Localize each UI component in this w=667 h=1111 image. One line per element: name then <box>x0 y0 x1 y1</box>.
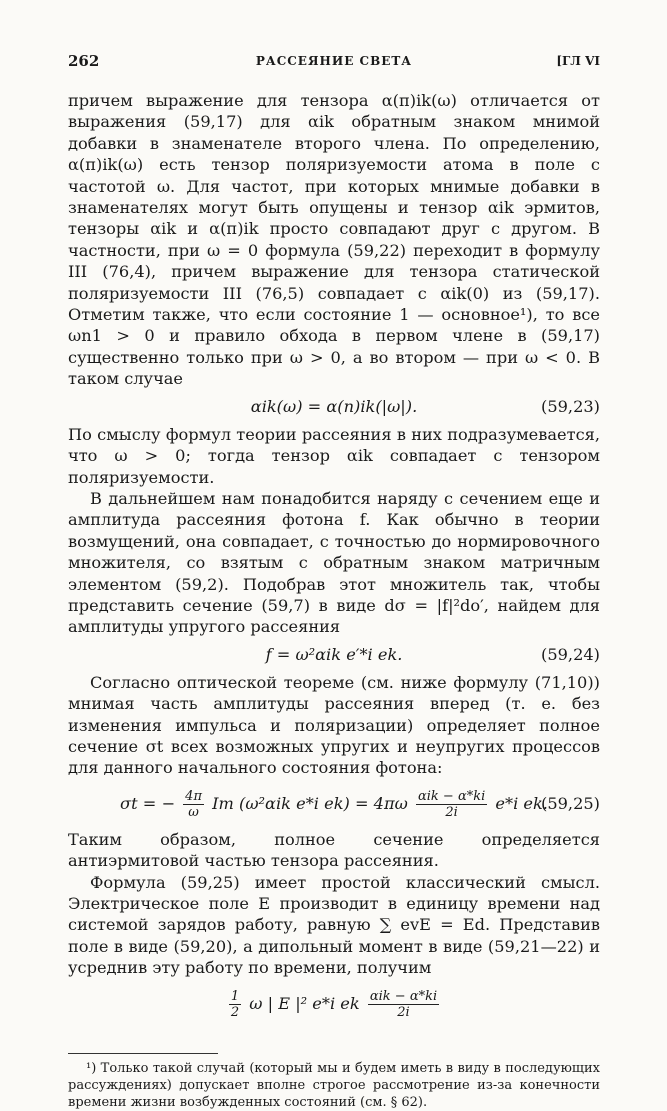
footnote-divider <box>68 1053 218 1054</box>
chapter-label: [ГЛ VI <box>556 54 600 68</box>
book-page <box>68 52 600 1111</box>
fraction-numerator: 1 <box>230 988 240 1004</box>
formula-lhs: σt = − <box>120 793 176 813</box>
fraction-numerator: 4π <box>185 788 202 804</box>
fraction-numerator: αik − α*ki <box>417 788 486 804</box>
formula-tail: e*i ek. <box>495 793 548 813</box>
fraction <box>368 989 439 1020</box>
paragraph-1: причем выражение для тензора α(п)ik(ω) отличается от выражения (59,17) для αik обратным знаком мнимой добавки в знаменателе второго члена. По определению, α(п)ik(ω) есть тензор поляризуемости атома в поле с частотой ω. Для частот, при которых мнимые добавки в знаменателях могут быть опущены и тензор αik эрмитов, тензоры αik и α(п)ik просто совпадают друг с другом. В частности, при ω = 0 формула (59,22) переходит в формулу III (76,4), причем выражение для тензора статической поляризуемости III (76,5) совпадает с αik(0) из (59,17). Отметим также, что если состояние 1 — основное¹), то все ωn1 > 0 и правило обхода в первом члене в (59,17) существенно только при ω > 0, а во втором — при ω < 0. В таком случае <box>68 91 600 389</box>
footnote: ¹) Только такой случай (который мы и будем иметь в виду в последующих рассуждениях) допускает вполне строгое рассмотрение из-за конечности времени жизни возбужденных состояний (см. § 62). <box>68 1060 600 1110</box>
paragraph-6: Формула (59,25) имеет простой классический смысл. Электрическое поле E производит в единицу времени над системой зарядов работу, равную ∑ evE = Ed. Представив поле в виде (59,20), а дипольный момент в виде (59,21—22) и усреднив эту работу по времени, получим <box>68 872 600 978</box>
formula-expression <box>68 981 600 1027</box>
formula-number: (59,25) <box>541 793 600 813</box>
paragraph-5: Таким образом, полное сечение определяется антиэрмитовой частью тензора рассеяния. <box>68 829 600 871</box>
formula-expression <box>68 781 600 827</box>
paragraph-3: В дальнейшем нам понадобится наряду с сечением еще и амплитуда рассеяния фотона f. Как обычно в теории возмущений, она совпадает, с точностью до нормировочного множителя, со взятым с обратным знаком матричным элементом (59,2). Подобрав этот множитель так, чтобы представить сечение (59,7) в виде dσ = |f|²do′, найдем для амплитуды упругого рассеяния <box>68 488 600 637</box>
formula-number: (59,24) <box>541 644 600 664</box>
formula-number: (59,23) <box>541 396 600 416</box>
formula-work-average <box>68 981 600 1027</box>
formula-59-25 <box>68 781 600 827</box>
formula-59-23 <box>68 392 600 422</box>
fraction-denominator: 2i <box>397 1004 410 1020</box>
page-number: 262 <box>68 52 100 70</box>
formula-expression: αik(ω) = α(п)ik(|ω|). <box>250 396 418 416</box>
paragraph-4: Согласно оптической теореме (см. ниже формулу (71,10)) мнимая часть амплитуды рассеяния вперед (т. е. без изменения импульса и поляризации) определяет полное сечение σt всех возможных упругих и неупругих процессов для данного начального состояния фотона: <box>68 672 600 778</box>
paragraph-2: По смыслу формул теории рассеяния в них подразумевается, что ω > 0; тогда тензор αik совпадает с тензором поляризуемости. <box>68 424 600 487</box>
fraction-denominator: 2 <box>230 1004 240 1020</box>
fraction-numerator: αik − α*ki <box>369 988 438 1004</box>
formula-middle: ω | E |² e*i ek <box>249 993 360 1013</box>
running-title: РАССЕЯНИЕ СВЕТА <box>255 54 413 68</box>
formula-expression: f = ω²αik e′*i ek. <box>265 644 403 664</box>
page-header <box>68 52 600 76</box>
formula-middle: Im (ω²αik e*i ek) = 4πω <box>212 793 408 813</box>
fraction-denominator: ω <box>188 804 199 820</box>
fraction <box>229 989 241 1020</box>
fraction <box>416 789 487 820</box>
formula-59-24 <box>68 640 600 670</box>
fraction <box>183 789 204 820</box>
fraction-denominator: 2i <box>445 804 458 820</box>
page-body <box>68 90 600 1111</box>
